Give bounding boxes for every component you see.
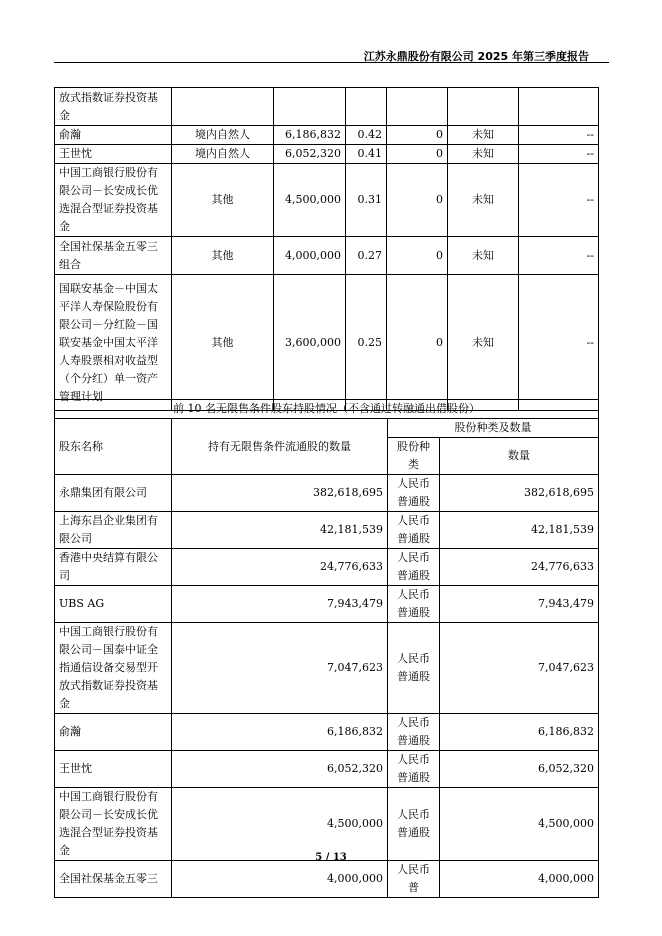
shareholder-name: 俞瀚	[55, 714, 172, 751]
shareholder-name: 中国工商银行股份有限公司－长安成长优选混合型证券投资基金	[55, 788, 172, 861]
pledge-status: 未知	[448, 126, 519, 145]
table-row	[55, 586, 599, 623]
shareholder-type: 境内自然人	[172, 145, 274, 164]
table-row	[55, 512, 599, 549]
stock-quantity: 24,776,633	[440, 549, 599, 586]
holding-ratio: 0.27	[346, 237, 387, 275]
stock-type: 人民币普通股	[388, 475, 440, 512]
stock-type: 人民币普通股	[388, 586, 440, 623]
unrestricted-shares: 4,000,000	[172, 861, 388, 898]
holding-ratio	[346, 88, 387, 126]
pledge-quantity: --	[519, 145, 599, 164]
shareholder-name: 中国工商银行股份有限公司－国泰中证全指通信设备交易型开放式指数证券投资基金	[55, 623, 172, 714]
holding-ratio: 0.31	[346, 164, 387, 237]
restricted-shares: 0	[387, 126, 448, 145]
stock-quantity: 6,052,320	[440, 751, 599, 788]
shareholder-name: 王世忱	[55, 145, 172, 164]
shareholder-name: 香港中央结算有限公司	[55, 549, 172, 586]
pledge-status: 未知	[448, 164, 519, 237]
header-stock-type: 股份种类	[388, 438, 440, 475]
shares-held: 4,000,000	[274, 237, 346, 275]
holding-ratio: 0.25	[346, 275, 387, 411]
pledge-quantity: --	[519, 237, 599, 275]
pledge-status: 未知	[448, 237, 519, 275]
table-row	[55, 788, 599, 861]
stock-quantity: 6,186,832	[440, 714, 599, 751]
table-row	[55, 237, 599, 275]
section-title: 前 10 名无限售条件股东持股情况（不含通过转融通出借股份）	[55, 400, 599, 419]
header-shareholder-name: 股东名称	[55, 419, 172, 475]
restricted-shares: 0	[387, 164, 448, 237]
shareholder-name: 国联安基金－中国太平洋人寿保险股份有限公司－分红险－国联安基金中国太平洋人寿股票相对收益型（个分红）单一资产管理计划	[55, 275, 172, 411]
unrestricted-shares: 7,943,479	[172, 586, 388, 623]
shareholder-name: 中国工商银行股份有限公司－长安成长优选混合型证券投资基金	[55, 164, 172, 237]
shareholder-name: 王世忱	[55, 751, 172, 788]
table-row	[55, 475, 599, 512]
shareholder-type: 其他	[172, 164, 274, 237]
table-row	[55, 714, 599, 751]
holding-ratio: 0.42	[346, 126, 387, 145]
unrestricted-shares: 382,618,695	[172, 475, 388, 512]
stock-quantity: 4,000,000	[440, 861, 599, 898]
unrestricted-shares: 7,047,623	[172, 623, 388, 714]
unrestricted-shares: 4,500,000	[172, 788, 388, 861]
restricted-shares: 0	[387, 237, 448, 275]
unrestricted-shares: 6,052,320	[172, 751, 388, 788]
shareholder-name: UBS AG	[55, 586, 172, 623]
pledge-quantity: --	[519, 164, 599, 237]
header-stock-type-group: 股份种类及数量	[388, 419, 599, 438]
pledge-status: 未知	[448, 145, 519, 164]
table-row	[55, 275, 599, 411]
stock-type: 人民币普通股	[388, 549, 440, 586]
holding-ratio: 0.41	[346, 145, 387, 164]
stock-type: 人民币普通股	[388, 788, 440, 861]
shareholder-name: 全国社保基金五零三组合	[55, 237, 172, 275]
stock-type: 人民币普通股	[388, 623, 440, 714]
section-title-row	[55, 400, 599, 419]
table-row	[55, 88, 599, 126]
stock-type: 人民币普通股	[388, 751, 440, 788]
shareholder-type: 境内自然人	[172, 126, 274, 145]
pledge-status: 未知	[448, 275, 519, 411]
shareholder-name: 放式指数证券投资基金	[55, 88, 172, 126]
header-row	[55, 419, 599, 438]
stock-type: 人民币普通股	[388, 512, 440, 549]
restricted-shares	[387, 88, 448, 126]
pledge-status	[448, 88, 519, 126]
pledge-quantity: --	[519, 275, 599, 411]
stock-quantity: 7,943,479	[440, 586, 599, 623]
stock-type: 人民币普	[388, 861, 440, 898]
table-row	[55, 145, 599, 164]
restricted-shares: 0	[387, 145, 448, 164]
header-rule	[54, 62, 609, 63]
table-row	[55, 164, 599, 237]
table-row	[55, 623, 599, 714]
shareholder-name: 上海东昌企业集团有限公司	[55, 512, 172, 549]
shares-held: 3,600,000	[274, 275, 346, 411]
shares-held: 6,052,320	[274, 145, 346, 164]
table-row	[55, 126, 599, 145]
table-row	[55, 549, 599, 586]
pledge-quantity	[519, 88, 599, 126]
page-number: 5 / 13	[315, 852, 347, 863]
top-shareholders-table-continued	[54, 87, 599, 411]
unrestricted-shareholders-table	[54, 399, 599, 898]
header-unrestricted-shares: 持有无限售条件流通股的数量	[172, 419, 388, 475]
shareholder-type	[172, 88, 274, 126]
report-header-title: 江苏永鼎股份有限公司 2025 年第三季度报告	[363, 50, 589, 63]
shareholder-name: 永鼎集团有限公司	[55, 475, 172, 512]
restricted-shares: 0	[387, 275, 448, 411]
shareholder-type: 其他	[172, 275, 274, 411]
stock-quantity: 7,047,623	[440, 623, 599, 714]
unrestricted-shares: 42,181,539	[172, 512, 388, 549]
shareholder-type: 其他	[172, 237, 274, 275]
shares-held: 4,500,000	[274, 164, 346, 237]
unrestricted-shares: 24,776,633	[172, 549, 388, 586]
table-row	[55, 751, 599, 788]
header-quantity: 数量	[440, 438, 599, 475]
stock-type: 人民币普通股	[388, 714, 440, 751]
table-row	[55, 861, 599, 898]
shareholder-name: 俞瀚	[55, 126, 172, 145]
stock-quantity: 4,500,000	[440, 788, 599, 861]
stock-quantity: 382,618,695	[440, 475, 599, 512]
shares-held: 6,186,832	[274, 126, 346, 145]
stock-quantity: 42,181,539	[440, 512, 599, 549]
pledge-quantity: --	[519, 126, 599, 145]
shares-held	[274, 88, 346, 126]
shareholder-name: 全国社保基金五零三	[55, 861, 172, 898]
unrestricted-shares: 6,186,832	[172, 714, 388, 751]
